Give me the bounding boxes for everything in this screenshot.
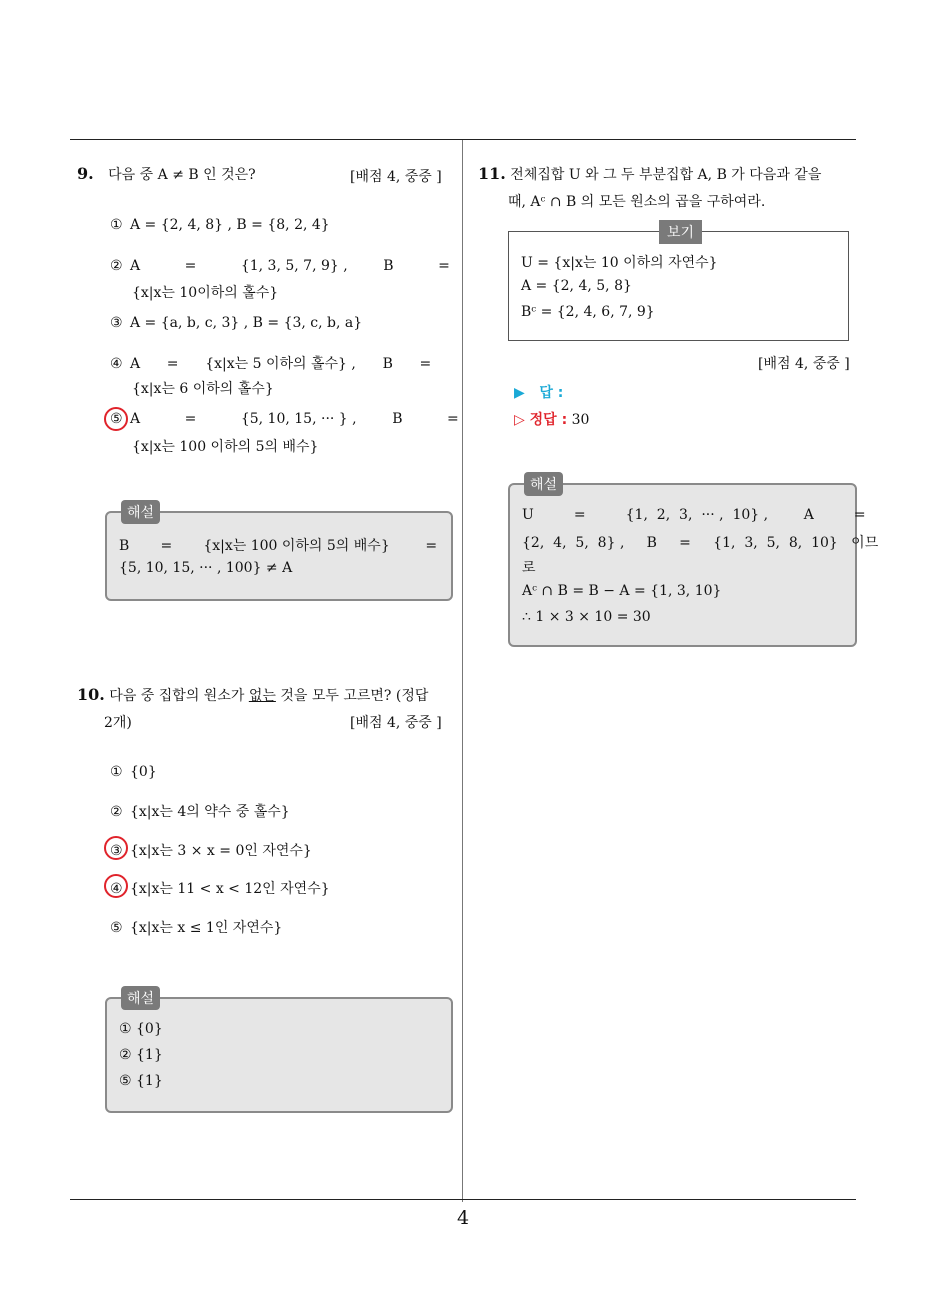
q9-explanation-line-2: {5, 10, 15, ··· , 100} ≠ A xyxy=(119,560,293,576)
q9-number: 9. xyxy=(77,164,94,183)
q9-option-2-cont: {x|x는 10이하의 홀수} xyxy=(132,285,279,301)
q11-explanation-line-3: 로 xyxy=(522,560,536,576)
q9-explanation-tag: 해설 xyxy=(121,500,160,524)
column-separator xyxy=(462,140,463,1202)
q10-meta: [배점 4, 중중 ] xyxy=(350,715,442,731)
q11-correct-answer xyxy=(514,409,589,429)
q10-option-4[interactable]: ④ {x|x는 11 < x < 12인 자연수} xyxy=(110,881,330,897)
q11-header xyxy=(478,164,821,184)
q11-bogi-line-3: Bᶜ = {2, 4, 6, 7, 9} xyxy=(521,304,655,320)
q10-number: 10. xyxy=(77,685,105,704)
q11-bogi-line-2: A = {2, 4, 5, 8} xyxy=(521,278,632,294)
header-rule xyxy=(70,139,856,140)
q9-option-5[interactable]: ⑤ A = {5, 10, 15, ··· } , B = xyxy=(110,411,459,427)
q11-explanation-line-1: U = {1, 2, 3, ··· , 10} , A = xyxy=(522,507,866,523)
q9-explanation-line-1: B = {x|x는 100 이하의 5의 배수} = xyxy=(119,538,438,554)
q11-explanation-box xyxy=(508,477,879,647)
q10-option-1[interactable]: ① {0} xyxy=(110,764,157,780)
q11-bogi-line-1: U = {x|x는 10 이하의 자연수} xyxy=(521,255,718,271)
q10-text-line2: 2개) xyxy=(104,715,132,731)
q9-option-4-cont: {x|x는 6 이하의 홀수} xyxy=(132,381,274,397)
q10-text: 다음 중 집합의 원소가 xyxy=(109,688,249,704)
q11-explanation-line-2: {2, 4, 5, 8} , B = {1, 3, 5, 8, 10} 이므 xyxy=(522,535,879,551)
q9-header xyxy=(77,164,256,184)
q10-explanation-line-1: ① {0} xyxy=(119,1021,163,1037)
q9-option-3[interactable]: ③ A = {a, b, c, 3} , B = {3, c, b, a} xyxy=(110,315,363,331)
q10-explanation-line-2: ② {1} xyxy=(119,1047,163,1063)
q9-option-2[interactable]: ② A = {1, 3, 5, 7, 9} , B = xyxy=(110,258,450,274)
q11-text-line2: 때, Aᶜ ∩ B 의 모든 원소의 곱을 구하여라. xyxy=(508,194,766,210)
q9-explanation-box xyxy=(105,505,453,601)
q9-option-1[interactable]: ① A = {2, 4, 8} , B = {8, 2, 4} xyxy=(110,217,330,233)
q10-option-5[interactable]: ⑤ {x|x는 x ≤ 1인 자연수} xyxy=(110,920,283,936)
q11-explanation-tag: 해설 xyxy=(524,472,563,496)
q11-correct-label: ▷ 정답 : xyxy=(514,412,568,428)
q10-text-after: 것을 모두 고르면? (정답 xyxy=(275,688,429,704)
q9-text: 다음 중 A ≠ B 인 것은? xyxy=(108,167,256,183)
q11-answer-label: ▶ 답 : xyxy=(514,385,564,401)
q11-explanation-line-5: ∴ 1 × 3 × 10 = 30 xyxy=(522,609,651,625)
q11-meta: [배점 4, 중중 ] xyxy=(758,356,850,372)
q11-number: 11. xyxy=(478,164,506,183)
q11-explanation-line-4: Aᶜ ∩ B = B − A = {1, 3, 10} xyxy=(522,583,722,599)
q10-explanation-box xyxy=(105,991,453,1113)
page-number: 4 xyxy=(456,1207,470,1229)
q11-correct-value: 30 xyxy=(571,412,590,428)
q10-header xyxy=(77,685,428,705)
q11-bogi-tag: 보기 xyxy=(659,220,702,244)
q11-bogi-box xyxy=(508,225,849,341)
q9-meta: [배점 4, 중중 ] xyxy=(350,169,442,185)
footer-rule xyxy=(70,1199,856,1200)
q9-option-5-cont: {x|x는 100 이하의 5의 배수} xyxy=(132,439,319,455)
q11-text-line1: 전체집합 U 와 그 두 부분집합 A, B 가 다음과 같을 xyxy=(510,167,822,183)
q10-text-underlined: 없는 xyxy=(248,688,276,704)
q10-option-2[interactable]: ② {x|x는 4의 약수 중 홀수} xyxy=(110,804,290,820)
q9-option-4[interactable]: ④ A = {x|x는 5 이하의 홀수} , B = xyxy=(110,356,432,372)
q10-explanation-line-3: ⑤ {1} xyxy=(119,1073,163,1089)
q10-explanation-tag: 해설 xyxy=(121,986,160,1010)
q10-option-3[interactable]: ③ {x|x는 3 × x = 0인 자연수} xyxy=(110,843,312,859)
